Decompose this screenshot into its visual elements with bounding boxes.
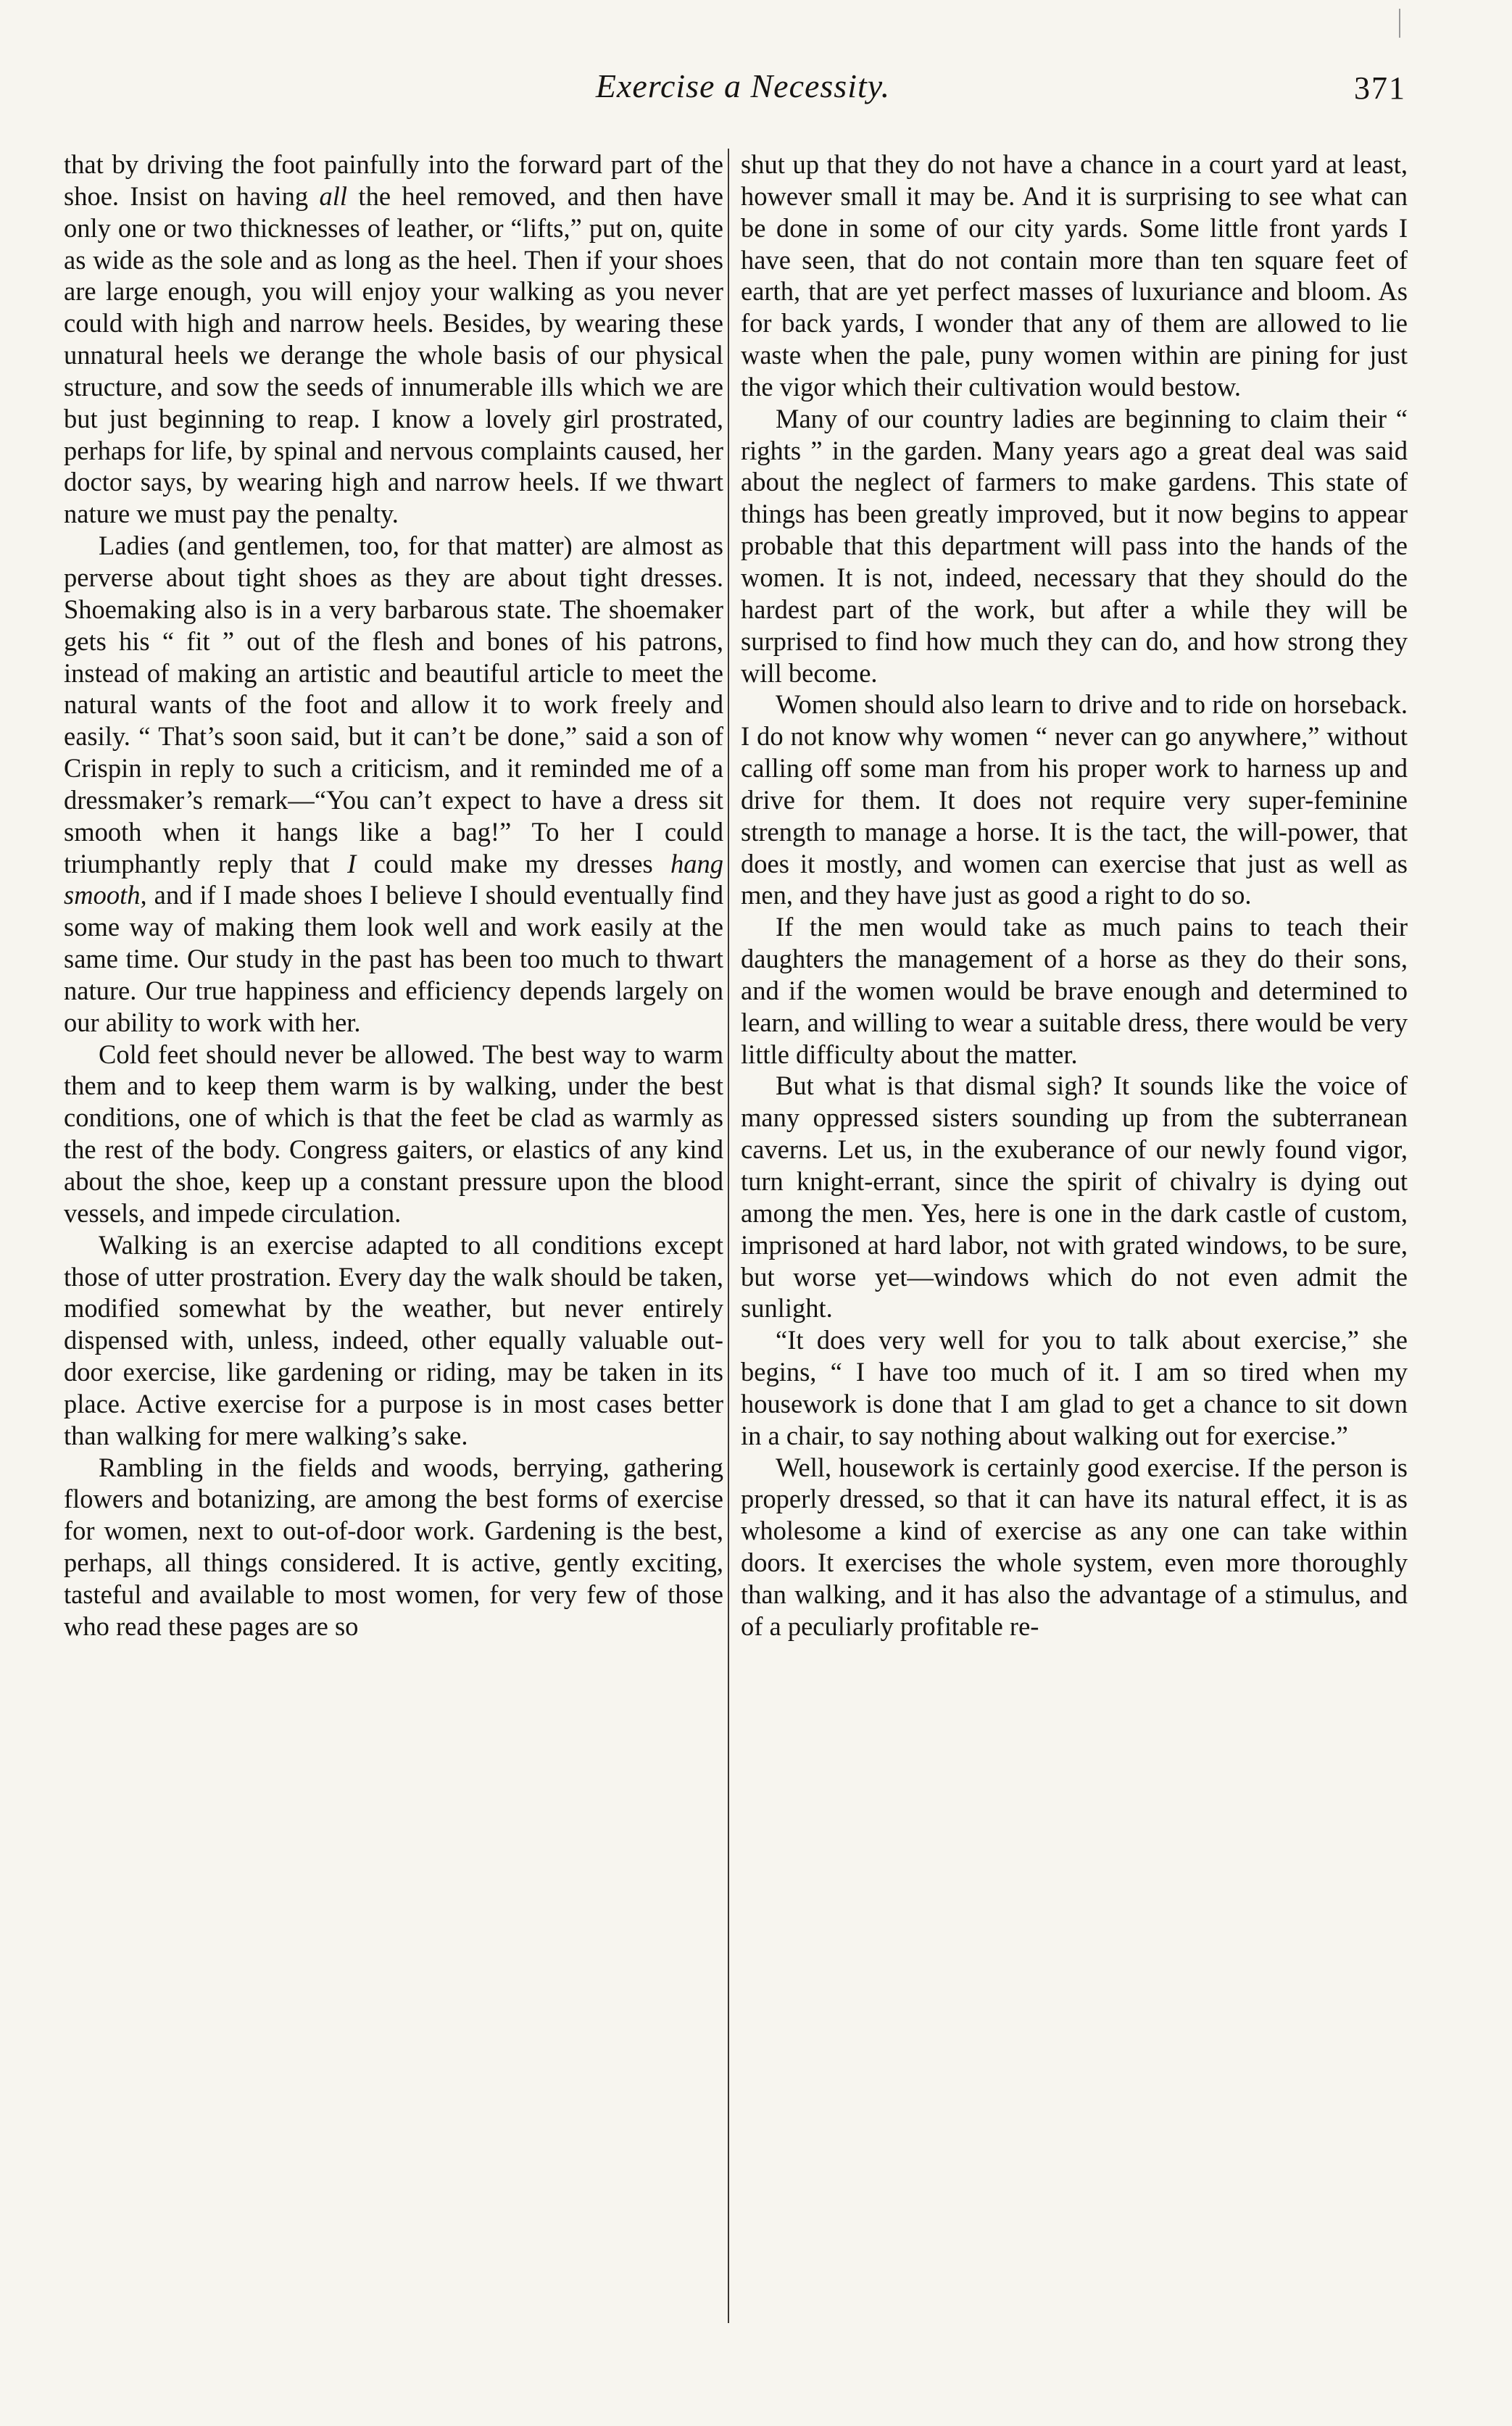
emphasis-hang-smooth: hang smooth, [64,848,723,910]
right-paragraph-5: But what is that dismal sigh? It sounds like the voice of many oppressed sisters sounding up from the subterranean caverns. Let us, in the exuberance of our newly found vigor, turn knight-errant, since the spirit of chivalry is dying out among the men. Yes, here is one in the dark castle of custom, imprisoned at hard labor, not with grated windows, to be sure, but worse yet—windows which do not even admit the sunlight. [741,1071,1408,1324]
right-paragraph-7: Well, housework is certainly good exercise. If the person is properly dressed, so that it can have its natural effect, it is as wholesome a kind of exercise as any one can take within doors. It exercises the whole system, even more thoroughly than walking, and it has also the advantage of a stimulus, and of a peculiarly profitable re- [741,1452,1408,1641]
emphasis-i: I [347,848,357,878]
left-paragraph-4: Walking is an exercise adapted to all conditions except those of utter prostration. Every day the walk should be taken, modified somewhat by the weather, but never entirely dispensed with, unless, indeed, other equally valuable out-door exercise, like gardening or riding, may be taken in its place. Active exercise for a purpose is in most cases better than walking for mere walking’s sake. [64,1229,723,1450]
right-paragraph-2: Many of our country ladies are beginning to claim their “ rights ” in the garden. Many years ago a great deal was said about the neglect of farmers to make gardens. This state of things has been greatly improved, but it now begins to appear probable that this department will pass into the hands of the women. It is not, indeed, necessary that they should do the hardest part of the work, but after a while they will be surprised to find how much they can do, and how strong they will become. [741,403,1408,688]
page-number: 371 [1354,70,1406,106]
right-paragraph-1: shut up that they do not have a chance in a court yard at least, however small it may be. And it is surprising to see what can be done in some of our city yards. Some little front yards I have seen, that do not contain more than ten square feet of earth, that are yet perfect masses of luxuriance and bloom. As for back yards, I wonder that any of them are allowed to lie waste when the pale, puny women within are pining for just the vigor which their cultivation would bestow. [741,149,1408,402]
page-header [0,67,1512,117]
left-paragraph-3: Cold feet should never be allowed. The best way to warm them and to keep them warm is by walking, under the best conditions, one of which is that the feet be clad as warmly as the rest of the body. Congress gaiters, or elastics of any kind about the shoe, keep up a constant pressure upon the blood vessels, and impede circulation. [64,1039,723,1228]
running-title: Exercise a Necessity. [595,67,891,104]
left-paragraph-1: that by driving the foot painfully into the forward part of the shoe. Insist on having all the heel removed, and then have only one or two thicknesses of leather, or “lifts,” put on, quite as wide as the sole and as long as the heel. Then if your shoes are large enough, you will enjoy your walking as you never could with high and narrow heels. Besides, by wearing these unnatural heels we derange the whole basis of our physical structure, and sow the seeds of innumerable ills which we are but just beginning to reap. I know a lovely girl prostrated, perhaps for life, by spinal and nervous complaints caused, her doctor says, by wearing high and narrow heels. If we thwart nature we must pay the penalty. [64,149,723,529]
right-paragraph-6: “It does very well for you to talk about exercise,” she begins, “ I have too much of it. I am so tired when my housework is done that I am glad to get a chance to sit down in a chair, to say nothing about walking out for exercise.” [741,1325,1408,1450]
left-column [64,149,723,2323]
page-edge-mark [1399,9,1400,38]
right-paragraph-3: Women should also learn to drive and to ride on horseback. I do not know why women “ never can go anywhere,” without calling off some man from his proper work to harness up and drive for them. It does not require very super-feminine strength to manage a horse. It is the tact, the will-power, that does it mostly, and women can exercise that just as well as men, and they have just as good a right to do so. [741,689,1408,910]
left-paragraph-2: Ladies (and gentlemen, too, for that matter) are almost as perverse about tight shoes as they are about tight dresses. Shoemaking also is in a very barbarous state. The shoemaker gets his “ fit ” out of the flesh and bones of his patrons, instead of making an artistic and beautiful article to meet the natural wants of the foot and allow it to work freely and easily. “ That’s soon said, but it can’t be done,” said a son of Crispin in reply to such a criticism, and it reminded me of a dressmaker’s remark—“You can’t expect to have a dress sit smooth when it hangs like a bag!” To her I could triumphantly reply that I could make my dresses hang smooth, and if I made shoes I believe I should eventually find some way of making them look well and work easily at the same time. Our study in the past has been too much to thwart nature. Our true happiness and efficiency depends largely on our ability to work with her. [64,531,723,1037]
right-paragraph-4: If the men would take as much pains to teach their daughters the management of a horse as they do their sons, and if the women would be brave enough and determined to learn, and willing to wear a suitable dress, there would be very little difficulty about the matter. [741,912,1408,1069]
emphasis-all: all [319,180,348,211]
right-column [741,149,1408,2323]
column-rule [728,149,729,2323]
left-paragraph-5: Rambling in the fields and woods, berrying, gathering flowers and botanizing, are among the best forms of exercise for women, next to out-of-door work. Gardening is the best, perhaps, all things considered. It is active, gently exciting, tasteful and available to most women, for very few of those who read these pages are so [64,1452,723,1641]
